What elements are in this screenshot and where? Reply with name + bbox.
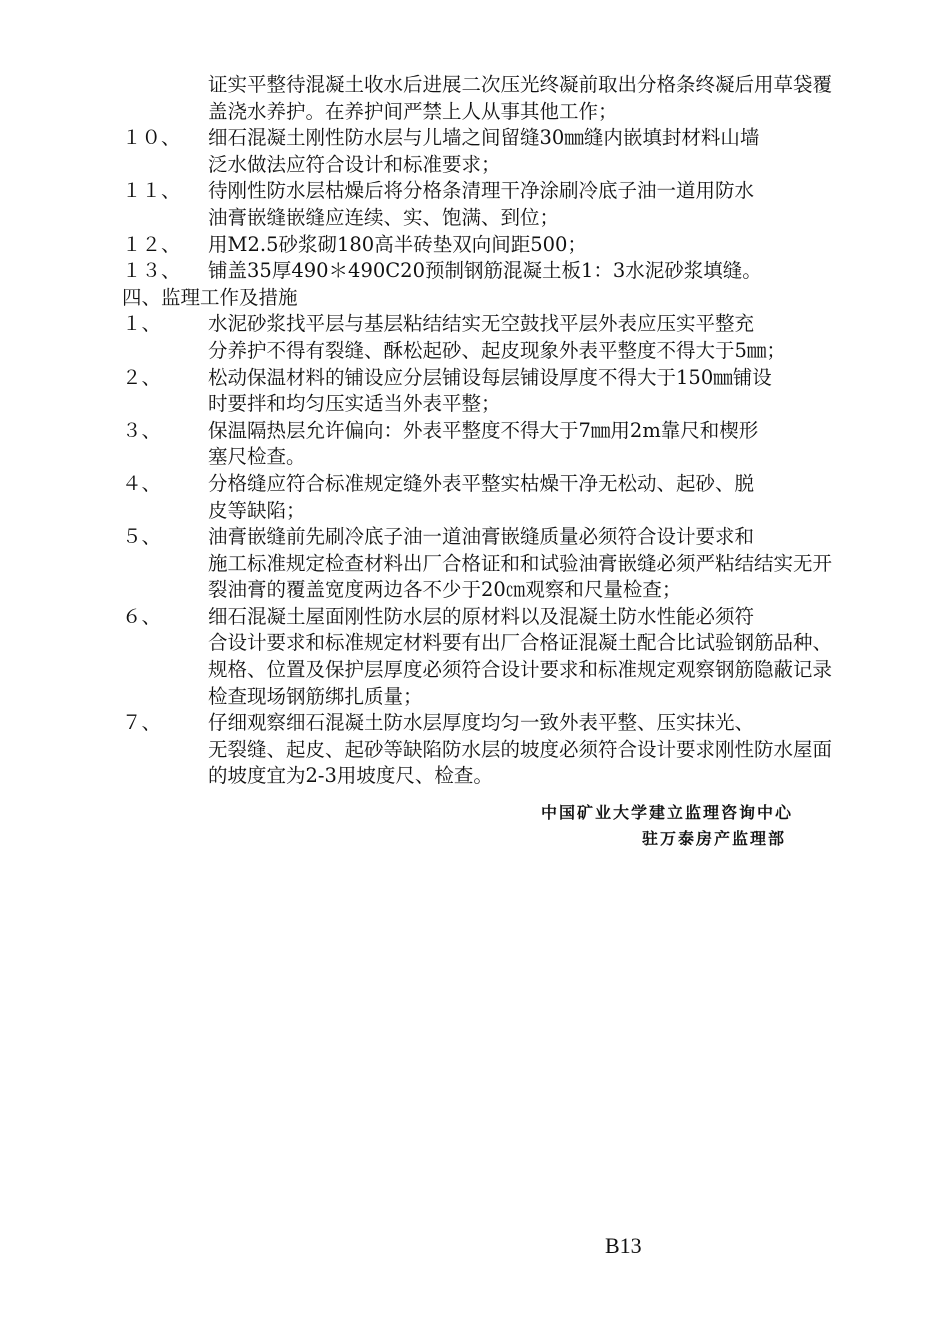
- item-number: ６、: [122, 604, 162, 628]
- line-text: 细石混凝土屋面刚性防水层的原材料以及混凝土防水性能必须符: [208, 604, 755, 628]
- text-line: [122, 657, 852, 684]
- page-number: B13: [605, 1233, 642, 1258]
- text-line: [122, 99, 852, 126]
- line-text: 水泥砂浆找平层与基层粘结结实无空鼓找平层外表应压实平整充: [208, 312, 755, 336]
- item-number: １、: [122, 312, 162, 336]
- line-text: 盖浇水养护。在养护间严禁上人从事其他工作；: [208, 99, 618, 123]
- text-line: [122, 444, 852, 471]
- line-text: 塞尺检查。: [208, 445, 306, 469]
- text-line: [122, 471, 852, 498]
- line-text: 合设计要求和标准规定材料要有出厂合格证混凝土配合比试验钢筋品种、: [208, 631, 833, 655]
- item-number: ３、: [122, 418, 162, 442]
- line-text: 细石混凝土刚性防水层与儿墙之间留缝30㎜缝内嵌填封材料山墙: [208, 126, 760, 150]
- text-line: [122, 125, 852, 152]
- line-text: 裂油膏的覆盖宽度两边各不少于20㎝观察和尺量检查；: [208, 578, 682, 602]
- item-number: １３、: [122, 259, 181, 283]
- item-number: ７、: [122, 711, 162, 735]
- text-line: [122, 178, 852, 205]
- line-text: 四、监理工作及措施: [122, 285, 298, 309]
- line-text: 泛水做法应符合设计和标准要求；: [208, 152, 501, 176]
- item-number: ４、: [122, 471, 162, 495]
- line-text: 保温隔热层允许偏向：外表平整度不得大于7㎜用2m靠尺和楔形: [208, 418, 759, 442]
- text-line: [122, 258, 852, 285]
- text-line: [122, 577, 852, 604]
- text-line: [122, 311, 852, 338]
- line-text: 检查现场钢筋绑扎质量；: [208, 684, 423, 708]
- line-text: 证实平整待混凝土收水后进展二次压光终凝前取出分格条终凝后用草袋覆: [208, 73, 833, 96]
- item-number: ５、: [122, 525, 162, 549]
- item-number: １１、: [122, 179, 181, 203]
- section-heading: [122, 285, 852, 312]
- line-text: 皮等缺陷；: [208, 498, 306, 522]
- text-line: [122, 604, 852, 631]
- line-text: 的坡度宜为2-3用坡度尺、检查。: [208, 764, 493, 788]
- text-line: [122, 630, 852, 657]
- line-text: 分养护不得有裂缝、酥松起砂、起皮现象外表平整度不得大于5㎜；: [208, 338, 786, 362]
- line-text: 无裂缝、起皮、起砂等缺陷防水层的坡度必须符合设计要求刚性防水屋面: [208, 737, 833, 761]
- line-text: 油膏嵌缝嵌缝应连续、实、饱满、到位；: [208, 205, 560, 229]
- text-line: [122, 338, 852, 365]
- line-text: 施工标准规定检查材料出厂合格证和和试验油膏嵌缝必须严粘结结实无开: [208, 551, 833, 575]
- document-body: [122, 72, 852, 790]
- line-text: 油膏嵌缝前先刷冷底子油一道油膏嵌缝质量必须符合设计要求和: [208, 525, 755, 549]
- item-number: １０、: [122, 126, 181, 150]
- line-text: 待刚性防水层枯燥后将分格条清理干净涂刷冷底子油一道用防水: [208, 179, 755, 203]
- item-number: １２、: [122, 232, 181, 256]
- text-line: [122, 737, 852, 764]
- line-text: 分格缝应符合标准规定缝外表平整实枯燥干净无松动、起砂、脱: [208, 471, 755, 495]
- signature-organization: 中国矿业大学建立监理咨询中心: [541, 803, 794, 822]
- text-line: [122, 498, 852, 525]
- item-number: ２、: [122, 365, 162, 389]
- text-line: [122, 710, 852, 737]
- text-line: [122, 524, 852, 551]
- line-text: 规格、位置及保护层厚度必须符合设计要求和标准规定观察钢筋隐蔽记录: [208, 658, 833, 682]
- text-line: [122, 391, 852, 418]
- signature-department: 驻万泰房产监理部: [642, 829, 787, 848]
- line-text: 松动保温材料的铺设应分层铺设每层铺设厚度不得大于150㎜铺设: [208, 365, 772, 389]
- line-text: 时要拌和均匀压实适当外表平整；: [208, 392, 501, 416]
- text-line: [122, 763, 852, 790]
- text-line: [122, 365, 852, 392]
- text-line: [122, 551, 852, 578]
- line-text: 用M2.5砂浆砌180高半砖垫双向间距500；: [208, 232, 587, 256]
- text-line: [122, 72, 852, 99]
- text-line: [122, 418, 852, 445]
- text-line: [122, 684, 852, 711]
- line-text: 仔细观察细石混凝土防水层厚度均匀一致外表平整、压实抹光、: [208, 711, 755, 735]
- text-line: [122, 152, 852, 179]
- text-line: [122, 205, 852, 232]
- text-line: [122, 232, 852, 259]
- line-text: 铺盖35厚490＊490C20预制钢筋混凝土板1：3水泥砂浆填缝。: [208, 259, 762, 283]
